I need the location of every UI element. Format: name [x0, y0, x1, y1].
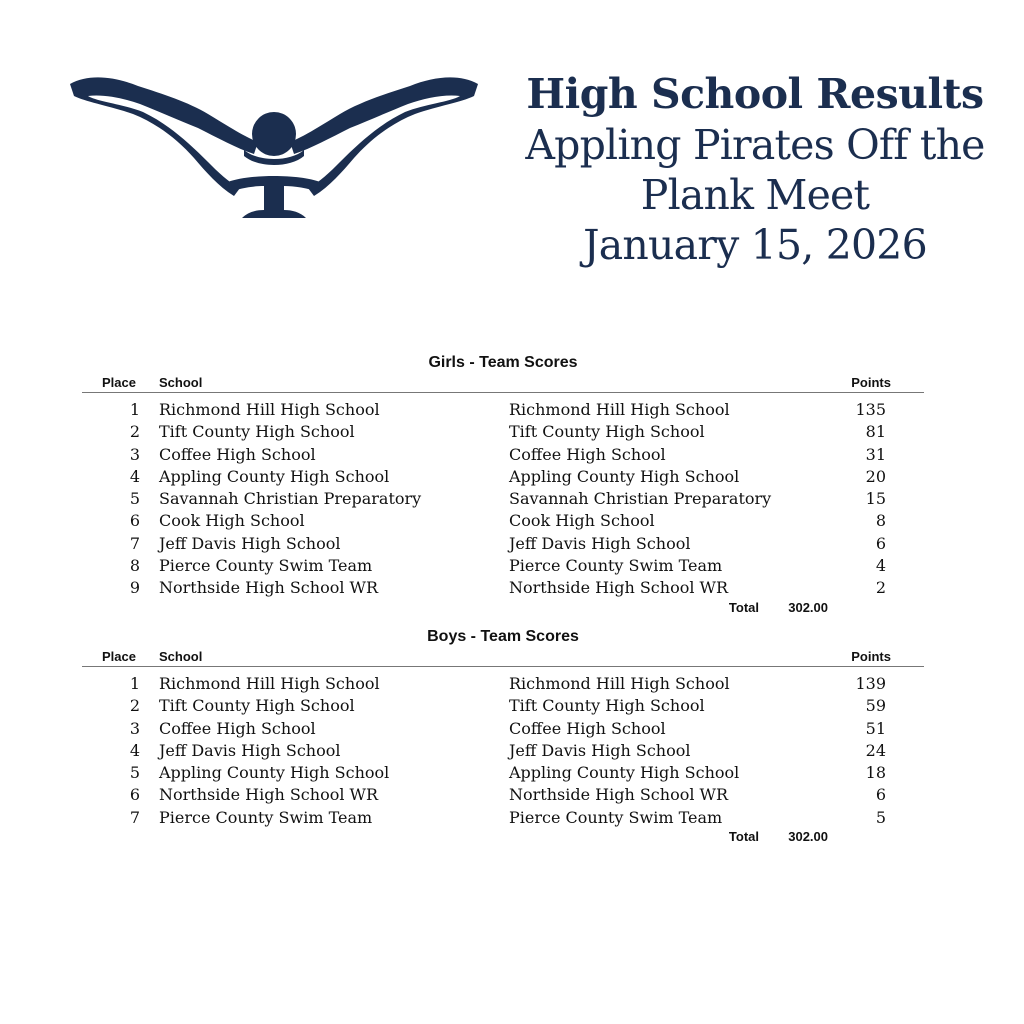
school: Coffee High School: [159, 444, 316, 464]
school-repeat: Northside High School WR: [509, 578, 729, 598]
school: Pierce County Swim Team: [159, 807, 373, 827]
place: 5: [129, 489, 140, 509]
school: Tift County High School: [159, 422, 355, 442]
table-row: [82, 762, 924, 784]
school-repeat: Coffee High School: [509, 718, 666, 738]
table-row: [82, 488, 924, 510]
meet-name-line2: Plank Meet: [640, 171, 870, 219]
place: 2: [129, 696, 140, 716]
points: 8: [875, 511, 886, 531]
points: 81: [865, 422, 886, 442]
place: 1: [129, 674, 140, 693]
school: Richmond Hill High School: [159, 400, 380, 419]
meet-name-line1: Appling Pirates Off the: [525, 121, 985, 169]
place: 7: [129, 807, 140, 827]
school: Appling County High School: [159, 763, 390, 783]
points: 2: [875, 578, 886, 598]
place: 6: [129, 785, 140, 805]
school: Pierce County Swim Team: [159, 556, 373, 576]
school-repeat: Cook High School: [509, 511, 655, 531]
points: 51: [865, 718, 886, 738]
school-repeat: Northside High School WR: [509, 785, 729, 805]
table-row: [82, 444, 924, 466]
column-header: [82, 374, 924, 393]
table-row: [82, 695, 924, 717]
col-school: School: [159, 649, 203, 664]
swimmer-logo-icon: [68, 72, 480, 222]
table-row: [82, 510, 924, 532]
column-header: [82, 648, 924, 667]
table-row: [82, 718, 924, 740]
total-value: 302.00: [788, 829, 828, 845]
points: 5: [875, 807, 886, 827]
points: 31: [865, 444, 886, 464]
place: 5: [129, 763, 140, 783]
school: Cook High School: [159, 511, 305, 531]
col-place: Place: [102, 375, 136, 390]
school: Richmond Hill High School: [159, 674, 380, 693]
school-repeat: Appling County High School: [509, 466, 740, 486]
page-title: High School Results: [526, 70, 984, 118]
points: 15: [865, 489, 886, 509]
total-line: [82, 829, 924, 847]
points: 139: [855, 674, 886, 693]
section-title: Boys - Team Scores: [427, 628, 579, 645]
points: 18: [865, 763, 886, 783]
table-row: [82, 577, 924, 599]
table-row: [82, 533, 924, 555]
school-repeat: Appling County High School: [509, 763, 740, 783]
school: Jeff Davis High School: [159, 740, 341, 760]
place: 6: [129, 511, 140, 531]
place: 1: [129, 400, 140, 419]
table-row: [82, 740, 924, 762]
school-repeat: Tift County High School: [509, 696, 705, 716]
points: 59: [865, 696, 886, 716]
total-line: [82, 600, 924, 618]
school: Northside High School WR: [159, 785, 379, 805]
section-title: Girls - Team Scores: [428, 354, 578, 371]
school: Northside High School WR: [159, 578, 379, 598]
table-row: [82, 673, 924, 695]
school-repeat: Jeff Davis High School: [509, 740, 691, 760]
page-header: [520, 68, 990, 270]
place: 4: [129, 740, 140, 760]
col-school: School: [159, 375, 203, 390]
school-repeat: Jeff Davis High School: [509, 533, 691, 553]
table-row: [82, 784, 924, 806]
table-row: [82, 466, 924, 488]
meet-date: January 15, 2026: [583, 221, 927, 269]
points: 4: [875, 556, 886, 576]
place: 2: [129, 422, 140, 442]
school: Coffee High School: [159, 718, 316, 738]
place: 7: [129, 533, 140, 553]
school: Appling County High School: [159, 466, 390, 486]
col-points: Points: [851, 375, 891, 390]
col-place: Place: [102, 649, 136, 664]
total-label: Total: [728, 829, 759, 845]
school-repeat: Savannah Christian Preparatory: [509, 489, 772, 509]
points: 6: [875, 533, 886, 553]
boys-rows: [82, 673, 924, 829]
table-row: [82, 555, 924, 577]
school-repeat: Richmond Hill High School: [509, 674, 730, 693]
boys-team-scores: [82, 626, 924, 847]
table-row: [82, 807, 924, 829]
points: 24: [865, 740, 886, 760]
school: Jeff Davis High School: [159, 533, 341, 553]
place: 3: [129, 718, 140, 738]
total-value: 302.00: [788, 599, 828, 615]
total-label: Total: [728, 599, 759, 615]
girls-rows: [82, 399, 924, 600]
col-points: Points: [851, 649, 891, 664]
school-repeat: Coffee High School: [509, 444, 666, 464]
school: Tift County High School: [159, 696, 355, 716]
school-repeat: Tift County High School: [509, 422, 705, 442]
points: 135: [855, 400, 886, 419]
girls-team-scores: [82, 352, 924, 618]
school: Savannah Christian Preparatory: [159, 489, 422, 509]
place: 9: [129, 578, 140, 598]
place: 8: [129, 556, 140, 576]
place: 3: [129, 444, 140, 464]
school-repeat: Pierce County Swim Team: [509, 807, 723, 827]
points: 20: [865, 466, 886, 486]
table-row: [82, 399, 924, 421]
points: 6: [875, 785, 886, 805]
place: 4: [129, 466, 140, 486]
table-row: [82, 421, 924, 443]
school-repeat: Richmond Hill High School: [509, 400, 730, 419]
school-repeat: Pierce County Swim Team: [509, 556, 723, 576]
